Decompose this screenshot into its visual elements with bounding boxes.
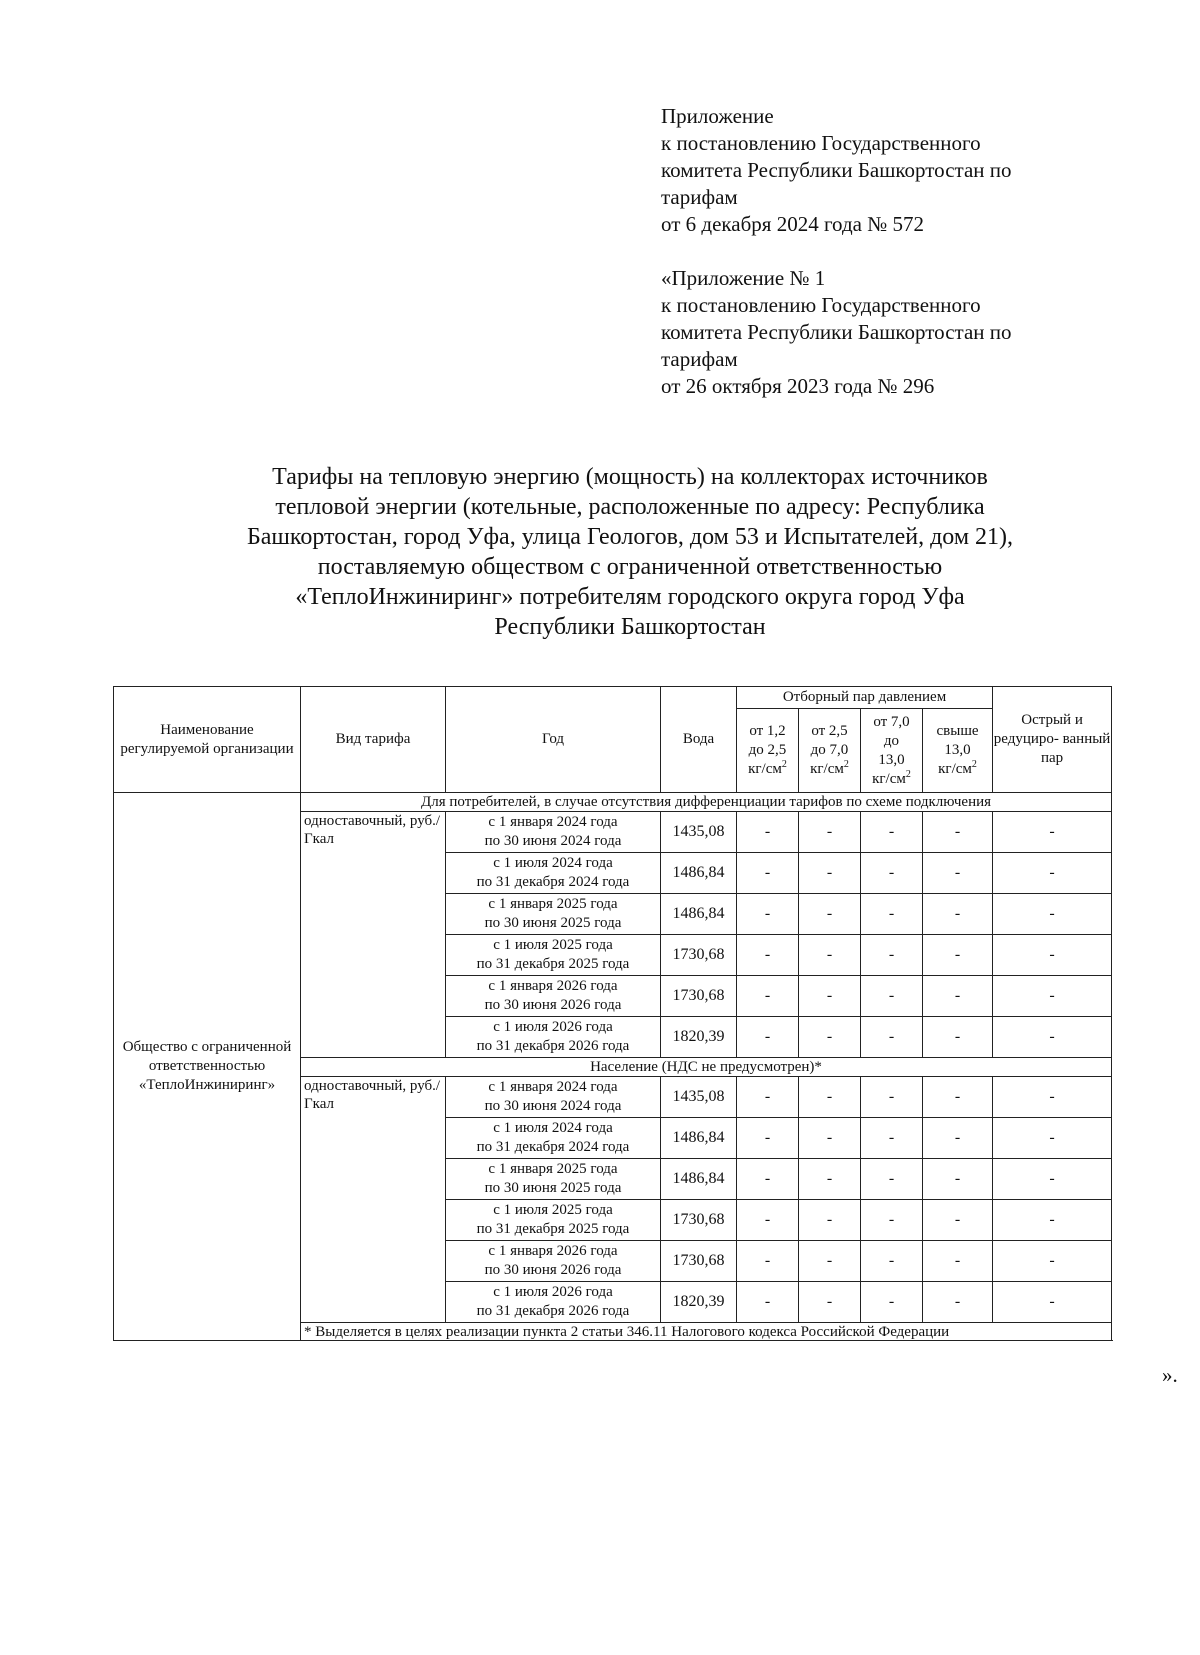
steam-p2-value: - [799, 976, 861, 1017]
period-to: по 31 декабря 2024 года [476, 874, 630, 890]
period-to: по 30 июня 2024 года [484, 1098, 622, 1114]
tariff-table [113, 686, 1112, 1341]
header-text: кг/см [938, 761, 972, 777]
superscript: 2 [905, 768, 911, 780]
footnote: * Выделяется в целях реализации пункта 2 статьи 346.11 Налогового кодекса Российской Федерации [301, 1323, 1112, 1341]
steam-p1-value: - [737, 1077, 799, 1118]
steam-p1-value: - [737, 935, 799, 976]
water-tariff: 1486,84 [661, 1159, 737, 1200]
superscript: 2 [781, 759, 787, 770]
steam-p2-value: - [799, 1077, 861, 1118]
steam-p2-value: - [799, 812, 861, 853]
organization-name: Общество с ограниченной ответственностью «ТеплоИнжиниринг» [114, 793, 301, 1341]
period-to: по 30 июня 2024 года [484, 833, 622, 849]
period-from: с 1 января 2024 года [488, 814, 618, 830]
period-to: по 30 июня 2025 года [484, 1180, 622, 1196]
steam-p3-value: - [861, 1200, 923, 1241]
header-org: Наименование регулируемой организации [114, 687, 301, 793]
steam-p3-value: - [861, 1282, 923, 1323]
header-text: свыше [936, 723, 979, 739]
steam-sharp-value: - [993, 1200, 1112, 1241]
water-tariff: 1820,39 [661, 1282, 737, 1323]
period-from: с 1 января 2025 года [488, 896, 618, 912]
tariff-type: одноставочный, руб./Гкал [301, 1077, 446, 1323]
steam-p2-value: - [799, 1017, 861, 1058]
steam-p3-value: - [861, 894, 923, 935]
water-tariff: 1730,68 [661, 1200, 737, 1241]
period-to: по 31 декабря 2026 года [476, 1038, 630, 1054]
steam-p2-value: - [799, 894, 861, 935]
steam-p4-value: - [923, 935, 993, 976]
period-from: с 1 июля 2024 года [493, 1120, 613, 1136]
period-from: с 1 июля 2024 года [493, 855, 613, 871]
header-text: 13,0 [878, 751, 905, 768]
section-title: Для потребителей, в случае отсутствия дифференциации тарифов по схеме подключения [301, 793, 1112, 812]
steam-p3-value: - [861, 1017, 923, 1058]
steam-sharp-value: - [993, 1077, 1112, 1118]
steam-p2-value: - [799, 1159, 861, 1200]
steam-p1-value: - [737, 894, 799, 935]
superscript: 2 [971, 759, 977, 770]
appendix-line: комитета Республики Башкортостан по [661, 320, 1012, 344]
steam-sharp-value: - [993, 935, 1112, 976]
appendix-line: от 26 октября 2023 года № 296 [661, 374, 935, 398]
steam-sharp-value: - [993, 1241, 1112, 1282]
steam-p4-value: - [923, 1118, 993, 1159]
steam-sharp-value: - [993, 853, 1112, 894]
period-from: с 1 января 2024 года [488, 1079, 618, 1095]
header-water: Вода [661, 687, 737, 793]
appendix-header [661, 103, 1012, 238]
header-text: от 2,5 [811, 723, 848, 739]
header-pressure-3 [861, 709, 923, 793]
steam-p1-value: - [737, 1282, 799, 1323]
steam-p4-value: - [923, 1200, 993, 1241]
header-pressure-1 [737, 709, 799, 793]
water-tariff: 1435,08 [661, 812, 737, 853]
steam-p3-value: - [861, 1159, 923, 1200]
header-sharp-steam: Острый и редуциро- ванный пар [993, 687, 1112, 793]
header-pressure-2 [799, 709, 861, 793]
section-title: Население (НДС не предусмотрен)* [301, 1058, 1112, 1077]
steam-p4-value: - [923, 1159, 993, 1200]
steam-p4-value: - [923, 976, 993, 1017]
header-text: кг/см [748, 761, 782, 777]
period-to: по 31 декабря 2026 года [476, 1303, 630, 1319]
steam-p2-value: - [799, 1118, 861, 1159]
appendix-line: к постановлению Государственного [661, 293, 981, 317]
steam-p4-value: - [923, 1282, 993, 1323]
steam-p3-value: - [861, 812, 923, 853]
period-from: с 1 июля 2026 года [493, 1284, 613, 1300]
appendix-line: тарифам [661, 347, 738, 371]
steam-p2-value: - [799, 853, 861, 894]
header-text: от 7,0 [873, 713, 910, 730]
period-cell [446, 1159, 661, 1200]
period-to: по 30 июня 2026 года [484, 997, 622, 1013]
water-tariff: 1820,39 [661, 1017, 737, 1058]
period-cell [446, 853, 661, 894]
title-line: Башкортостан, город Уфа, улица Геологов, дом 53 и Испытателей, дом 21), [247, 524, 1013, 550]
steam-p3-value: - [861, 935, 923, 976]
quoted-appendix-header [661, 265, 1012, 400]
water-tariff: 1486,84 [661, 1118, 737, 1159]
appendix-line: комитета Республики Башкортостан по [661, 158, 1012, 182]
steam-sharp-value: - [993, 812, 1112, 853]
steam-p2-value: - [799, 1241, 861, 1282]
appendix-line: Приложение [661, 104, 774, 128]
steam-p1-value: - [737, 1241, 799, 1282]
header-text: кг/см [810, 761, 844, 777]
steam-p4-value: - [923, 1077, 993, 1118]
superscript: 2 [843, 759, 849, 770]
steam-sharp-value: - [993, 1017, 1112, 1058]
steam-p3-value: - [861, 976, 923, 1017]
period-cell [446, 1017, 661, 1058]
water-tariff: 1730,68 [661, 976, 737, 1017]
title-line: Тарифы на тепловую энергию (мощность) на коллекторах источников [272, 464, 988, 490]
period-cell [446, 894, 661, 935]
header-text: до [883, 732, 900, 749]
steam-p3-value: - [861, 853, 923, 894]
header-pressure-4 [923, 709, 993, 793]
period-to: по 30 июня 2025 года [484, 915, 622, 931]
steam-p2-value: - [799, 1282, 861, 1323]
appendix-line: к постановлению Государственного [661, 131, 981, 155]
period-to: по 30 июня 2026 года [484, 1262, 622, 1278]
period-from: с 1 июля 2025 года [493, 937, 613, 953]
header-text: от 1,2 [749, 723, 786, 739]
section-row [114, 793, 1112, 812]
steam-p4-value: - [923, 1017, 993, 1058]
period-cell [446, 1118, 661, 1159]
period-cell [446, 935, 661, 976]
header-year: Год [446, 687, 661, 793]
water-tariff: 1730,68 [661, 935, 737, 976]
title-line: тепловой энергии (котельные, расположенные по адресу: Республика [275, 494, 985, 520]
period-to: по 31 декабря 2025 года [476, 1221, 630, 1237]
period-cell [446, 1282, 661, 1323]
document-title [170, 462, 1090, 642]
steam-p1-value: - [737, 1118, 799, 1159]
appendix-line: тарифам [661, 185, 738, 209]
period-to: по 31 декабря 2025 года [476, 956, 630, 972]
steam-sharp-value: - [993, 976, 1112, 1017]
period-from: с 1 января 2026 года [488, 978, 618, 994]
appendix-line: от 6 декабря 2024 года № 572 [661, 212, 924, 236]
steam-sharp-value: - [993, 1282, 1112, 1323]
tariff-type: одноставочный, руб./Гкал [301, 812, 446, 1058]
title-line: Республики Башкортостан [494, 614, 766, 640]
period-cell [446, 812, 661, 853]
steam-p1-value: - [737, 1200, 799, 1241]
steam-p1-value: - [737, 853, 799, 894]
header-text: до 2,5 [748, 742, 787, 758]
steam-p2-value: - [799, 1200, 861, 1241]
steam-p3-value: - [861, 1241, 923, 1282]
steam-sharp-value: - [993, 894, 1112, 935]
period-cell [446, 1200, 661, 1241]
closing-quote: ». [1162, 1363, 1178, 1387]
period-from: с 1 января 2026 года [488, 1243, 618, 1259]
title-line: поставляемую обществом с ограниченной ответственностью [317, 554, 943, 580]
steam-p3-value: - [861, 1118, 923, 1159]
steam-p4-value: - [923, 812, 993, 853]
header-text: до 7,0 [810, 742, 849, 758]
header-tariff-type: Вид тарифа [301, 687, 446, 793]
steam-p2-value: - [799, 935, 861, 976]
steam-p1-value: - [737, 1017, 799, 1058]
period-to: по 31 декабря 2024 года [476, 1139, 630, 1155]
steam-p1-value: - [737, 1159, 799, 1200]
appendix-line: «Приложение № 1 [661, 266, 826, 290]
period-cell [446, 976, 661, 1017]
steam-p1-value: - [737, 812, 799, 853]
water-tariff: 1730,68 [661, 1241, 737, 1282]
period-cell [446, 1241, 661, 1282]
header-steam-group: Отборный пар давлением [737, 687, 993, 709]
steam-p3-value: - [861, 1077, 923, 1118]
period-cell [446, 1077, 661, 1118]
header-text: кг/см [872, 770, 906, 787]
water-tariff: 1486,84 [661, 894, 737, 935]
period-from: с 1 июля 2025 года [493, 1202, 613, 1218]
steam-p4-value: - [923, 853, 993, 894]
water-tariff: 1435,08 [661, 1077, 737, 1118]
steam-sharp-value: - [993, 1159, 1112, 1200]
period-from: с 1 января 2025 года [488, 1161, 618, 1177]
steam-p4-value: - [923, 894, 993, 935]
water-tariff: 1486,84 [661, 853, 737, 894]
header-text: 13,0 [944, 742, 971, 758]
steam-p4-value: - [923, 1241, 993, 1282]
period-from: с 1 июля 2026 года [493, 1019, 613, 1035]
title-line: «ТеплоИнжиниринг» потребителям городского округа город Уфа [295, 584, 965, 610]
steam-sharp-value: - [993, 1118, 1112, 1159]
steam-p1-value: - [737, 976, 799, 1017]
